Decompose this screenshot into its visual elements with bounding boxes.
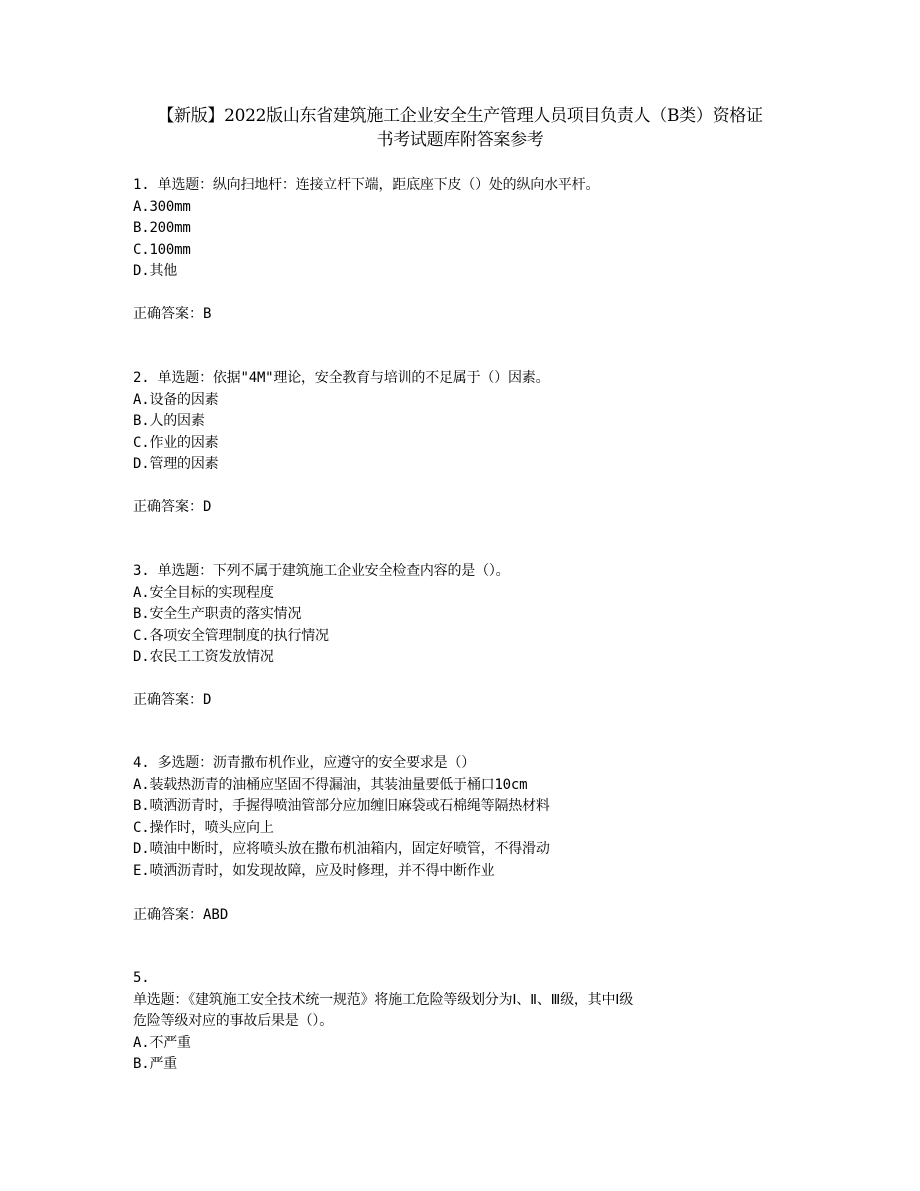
option-a: A.不严重: [133, 1034, 191, 1051]
option-c: C.操作时，喷头应向上: [133, 819, 274, 836]
title-line-2: 书考试题库附答案参考: [376, 130, 544, 150]
option-c: C.各项安全管理制度的执行情况: [133, 627, 329, 644]
answer-4: 正确答案：ABD: [133, 907, 229, 923]
question-4: [133, 753, 793, 882]
answer-3: 正确答案：D: [133, 692, 212, 708]
option-d: D.喷油中断时，应将喷头放在撒布机油箱内，固定好喷管，不得滑动: [133, 841, 550, 857]
option-d: D.农民工工资发放情况: [133, 649, 274, 665]
option-d: D.其他: [133, 263, 178, 279]
question-stem: 3. 单选题：下列不属于建筑施工企业安全检查内容的是（）。: [133, 563, 510, 579]
option-b: B.安全生产职责的落实情况: [133, 606, 302, 622]
option-c: C.100mm: [133, 241, 191, 258]
option-a: A.安全目标的实现程度: [133, 584, 274, 601]
question-1: [133, 175, 793, 283]
answer-1: 正确答案：B: [133, 306, 212, 322]
question-stem-line-1: 单选题：《建筑施工安全技术统一规范》将施工危险等级划分为Ⅰ、Ⅱ、Ⅲ级，其中Ⅰ级: [133, 991, 633, 1008]
option-a: A.设备的因素: [133, 391, 219, 408]
question-5: [133, 968, 793, 1076]
document-title: [120, 104, 800, 152]
question-stem: 2. 单选题：依据"4M"理论，安全教育与培训的不足属于（）因素。: [133, 370, 550, 386]
option-b: B.严重: [133, 1056, 178, 1072]
option-b: B.人的因素: [133, 413, 205, 429]
question-3: [133, 561, 793, 669]
question-stem-line-2: 危险等级对应的事故后果是（）。: [133, 1013, 333, 1029]
question-stem: 1. 单选题：纵向扫地杆：连接立杆下端，距底座下皮（）处的纵向水平杆。: [133, 177, 600, 193]
option-e: E.喷洒沥青时，如发现故障，应及时修理，并不得中断作业: [133, 862, 495, 879]
question-stem: 4. 多选题：沥青撒布机作业，应遵守的安全要求是（）: [133, 755, 476, 771]
option-b: B.喷洒沥青时，手握得喷油管部分应加缠旧麻袋或石棉绳等隔热材料: [133, 798, 550, 814]
question-2: [133, 368, 793, 476]
option-d: D.管理的因素: [133, 456, 219, 472]
option-b: B.200mm: [133, 220, 191, 236]
option-a: A.300mm: [133, 198, 191, 215]
option-c: C.作业的因素: [133, 434, 219, 451]
title-line-1: 【新版】2022版山东省建筑施工企业安全生产管理人员项目负责人（B类）资格证: [157, 106, 763, 126]
option-a: A.装载热沥青的油桶应坚固不得漏油，其装油量要低于桶口10cm: [133, 776, 528, 793]
answer-2: 正确答案：D: [133, 499, 212, 515]
question-number: 5.: [133, 970, 150, 986]
